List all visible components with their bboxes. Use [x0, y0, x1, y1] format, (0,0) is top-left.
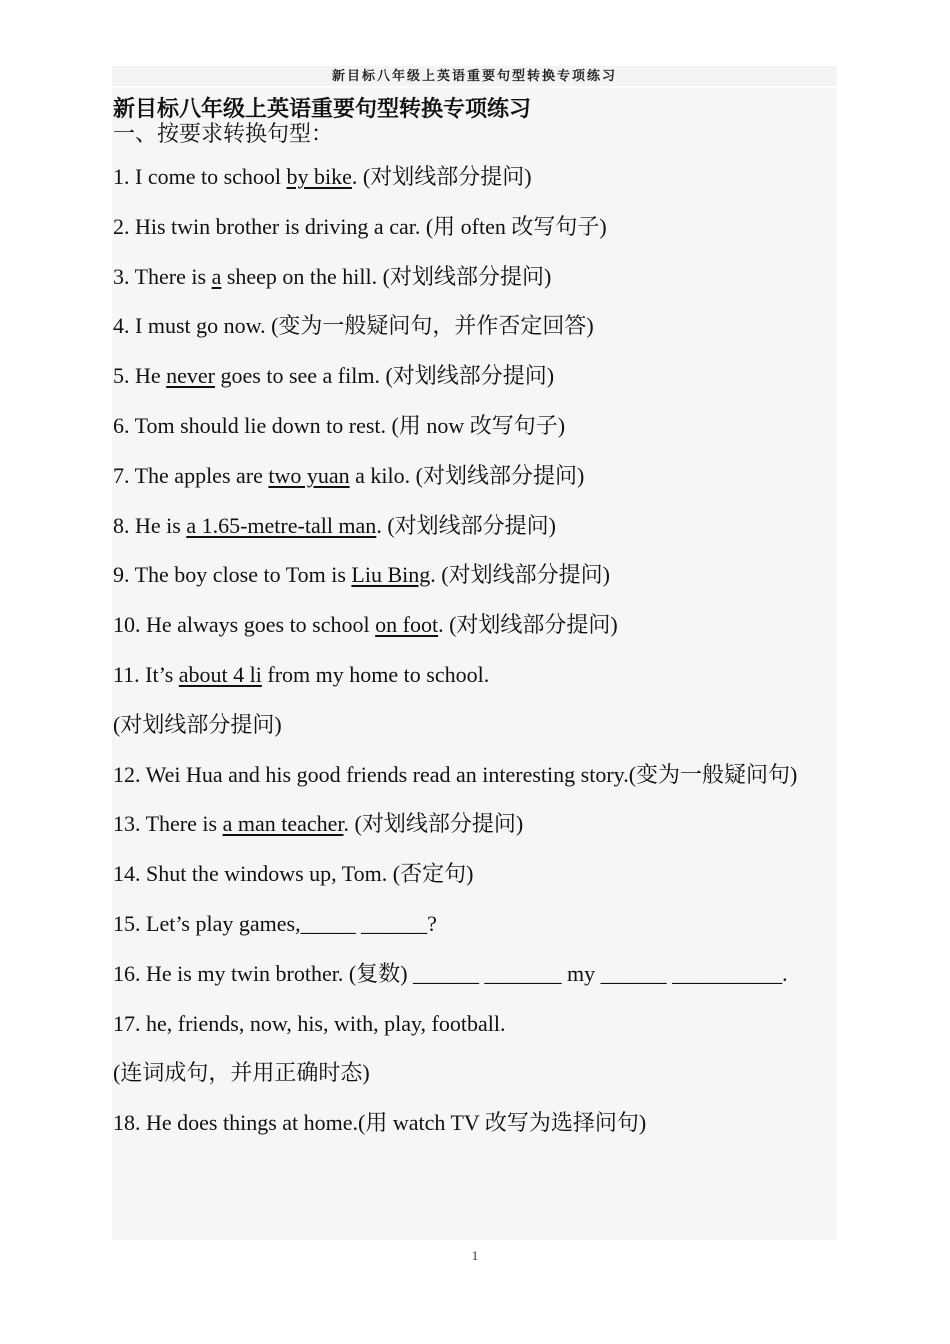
running-header: 新目标八年级上英语重要句型转换专项练习: [112, 66, 837, 86]
section-heading: 一、按要求转换句型：: [113, 121, 334, 146]
underlined-phrase: Liu Bing: [351, 562, 431, 588]
exercise-item: 18. He does things at home.(用 watch TV 改写为选择问句): [113, 1110, 647, 1136]
underlined-phrase: a 1.65-metre-tall man: [186, 512, 377, 538]
exercise-item: 12. Wei Hua and his good friends read an interesting story.(变为一般疑问句): [113, 761, 798, 787]
exercise-item: 6. Tom should lie down to rest. (用 now 改写句子): [113, 412, 566, 438]
underlined-phrase: two yuan: [268, 462, 350, 488]
exercise-item: 4. I must go now. (变为一般疑问句，并作否定回答): [113, 313, 594, 339]
document-title: 新目标八年级上英语重要句型转换专项练习: [113, 96, 532, 121]
exercise-item: 15. Let’s play games,_____ ______?: [113, 910, 437, 936]
exercise-item: 3. There is a sheep on the hill. (对划线部分提问): [113, 263, 552, 289]
exercise-item: 2. His twin brother is driving a car. (用 often 改写句子): [113, 213, 607, 239]
exercise-instruction: (对划线部分提问): [113, 711, 282, 737]
exercise-item: 14. Shut the windows up, Tom. (否定句): [113, 861, 474, 887]
underlined-phrase: never: [166, 363, 216, 389]
exercise-item: 7. The apples are two yuan a kilo. (对划线部分提问): [113, 462, 585, 488]
exercise-item: 8. He is a 1.65-metre-tall man. (对划线部分提问): [113, 512, 556, 538]
exercise-instruction: (连词成句，并用正确时态): [113, 1060, 370, 1086]
underlined-phrase: by bike: [286, 164, 352, 189]
exercise-item: 11. It’s about 4 li from my home to school.: [113, 661, 490, 687]
exercise-item: 1. I come to school by bike. (对划线部分提问): [113, 164, 532, 189]
underlined-phrase: on foot: [375, 612, 439, 638]
exercise-item: 10. He always goes to school on foot. (对划线部分提问): [113, 612, 618, 638]
exercise-item: 5. He never goes to see a film. (对划线部分提问): [113, 363, 555, 389]
exercise-list: [113, 152, 835, 1148]
exercise-item: 16. He is my twin brother. (复数) ______ _______ my ______ __________.: [113, 960, 788, 986]
exercise-item: 17. he, friends, now, his, with, play, football.: [113, 1010, 506, 1036]
underlined-phrase: a man teacher: [222, 811, 344, 837]
page-number: 1: [471, 1248, 479, 1263]
underlined-phrase: about 4 li: [178, 661, 262, 687]
exercise-item: 13. There is a man teacher. (对划线部分提问): [113, 811, 524, 837]
exercise-item: 9. The boy close to Tom is Liu Bing. (对划线部分提问): [113, 562, 610, 588]
underlined-phrase: a: [211, 263, 222, 289]
